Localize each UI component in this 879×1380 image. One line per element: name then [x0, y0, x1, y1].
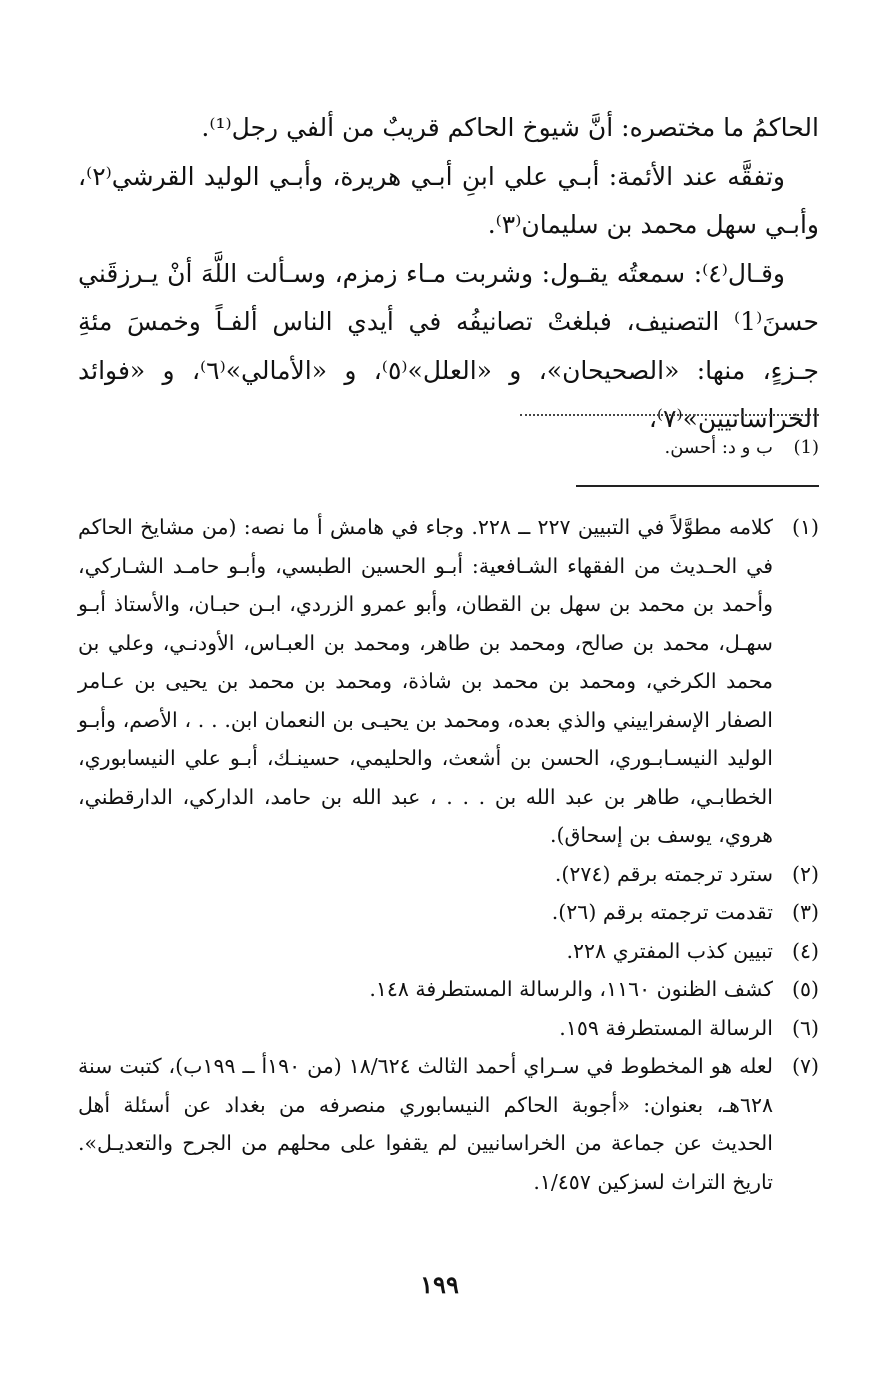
variant-separator-dots: [520, 414, 819, 416]
footnote-separator-rule: [576, 485, 819, 487]
footnote-7: [78, 1047, 819, 1201]
footnote-number: (٤): [791, 938, 819, 963]
footnotes: [78, 508, 819, 1201]
footnote-2: [78, 855, 819, 894]
variant-note: [78, 434, 819, 462]
footnote-number: (٢): [791, 861, 819, 886]
footnote-number: (٧): [791, 1054, 819, 1078]
footnote-4: [78, 932, 819, 971]
footnote-number: (١): [791, 515, 819, 539]
footnote-text: الرسالة المستطرفة ١٥٩.: [559, 1015, 773, 1040]
main-paragraph-3: وقـال⁽٤⁾: سمعتُه يقـول: وشربت مـاء زمزم، وسـألت اللَّهَ أنْ يـرزقَني حسنَ⁽1⁾ التصنيف، فبلغتْ تصانيفُه في أيدي الناس ألفـاً وخمسَ مئةِ جـزءٍ، منها: «الصحيحان»، و «العلل»⁽٥⁾، و «الأمالي»⁽٦⁾، و «فوائد الخراسانيين»⁽٧⁾،: [78, 258, 819, 433]
footnote-3: [78, 893, 819, 932]
main-text: [78, 104, 819, 444]
footnote-6: [78, 1009, 819, 1048]
main-paragraph-2: وتفقَّه عند الأئمة: أبـي علي ابنِ أبـي هريرة، وأبـي الوليد القرشي⁽٢⁾، وأبـي سهل محمد بن سليمان⁽٣⁾.: [78, 161, 819, 239]
footnote-text: سترد ترجمته برقم (٢٧٤).: [554, 861, 773, 886]
footnote-text: تقدمت ترجمته برقم (٢٦).: [551, 900, 773, 924]
footnote-number: (٥): [791, 977, 819, 1001]
variant-note-text: ب و د: أحسن.: [664, 437, 773, 458]
footnote-1: [78, 508, 819, 855]
footnote-5: [78, 970, 819, 1009]
footnote-text: تبيين كذب المفتري ٢٢٨.: [566, 938, 773, 963]
footnote-text: كلامه مطوَّلاً في التبيين ٢٢٧ ــ ٢٢٨. وجاء في هامش أ ما نصه: (من مشايخ الحاكم في الحـديث من الفقهاء الشـافعية: أبـو الحسين الطبسي، وأبـو حامـد الشـاركي، وأحمد بن محمد بن سهل بن القطان، وأبو عمرو الزردي، ابـن حبـان، والأستاذ أبـو سهـل، محمد بن صالح، ومحمد بن طاهر، ومحمد بن العبـاس، الأودنـي، وعلي بن محمد الكرخي، ومحمد بن محمد بن شاذة، ومحمد بن محمد بن يحيى بن عـامر الصفار الإسفراييني والذي بعده، ومحمد بن يحيـى بن النعمان ابن. . . ، الأصم، وأبـو الوليد النيسـابـوري، الحسن بن أشعث، والحليمي، حسينـك، أبـو علي النيسابوري، الخطابـي، طاهر بن عبد الله بن . . . ، عبد الله بن حامد، الداركي، الدارقطني، هروي، يوسف بن إسحاق).: [78, 515, 773, 847]
footnote-number: (٣): [791, 900, 819, 924]
footnote-text: كشف الظنون ١١٦٠، والرسالة المستطرفة ١٤٨.: [369, 977, 773, 1001]
page-number: ١٩٩: [420, 1270, 459, 1299]
main-paragraph-1: الحاكمُ ما مختصره: أنَّ شيوخ الحاكم قريبٌ من ألفي رجل⁽¹⁾.: [201, 113, 819, 142]
footnote-number: (٦): [791, 1015, 819, 1040]
variant-note-number: (1): [793, 437, 819, 458]
footnote-text: لعله هو المخطوط في سـراي أحمد الثالث ١٨/٦٢٤ (من ١٩٠أ ــ ١٩٩ب)، كتبت سنة ٦٢٨هـ، بعنوان: «أجوبة الحاكم النيسابوري منصرفه من بغداد عن أسئلة أهل الحديث عن جماعة من الخراسانيين لم يقفوا على محلهم من الجرح والتعديـل». تاريخ التراث لسزكين ١/٤٥٧.: [78, 1054, 773, 1194]
